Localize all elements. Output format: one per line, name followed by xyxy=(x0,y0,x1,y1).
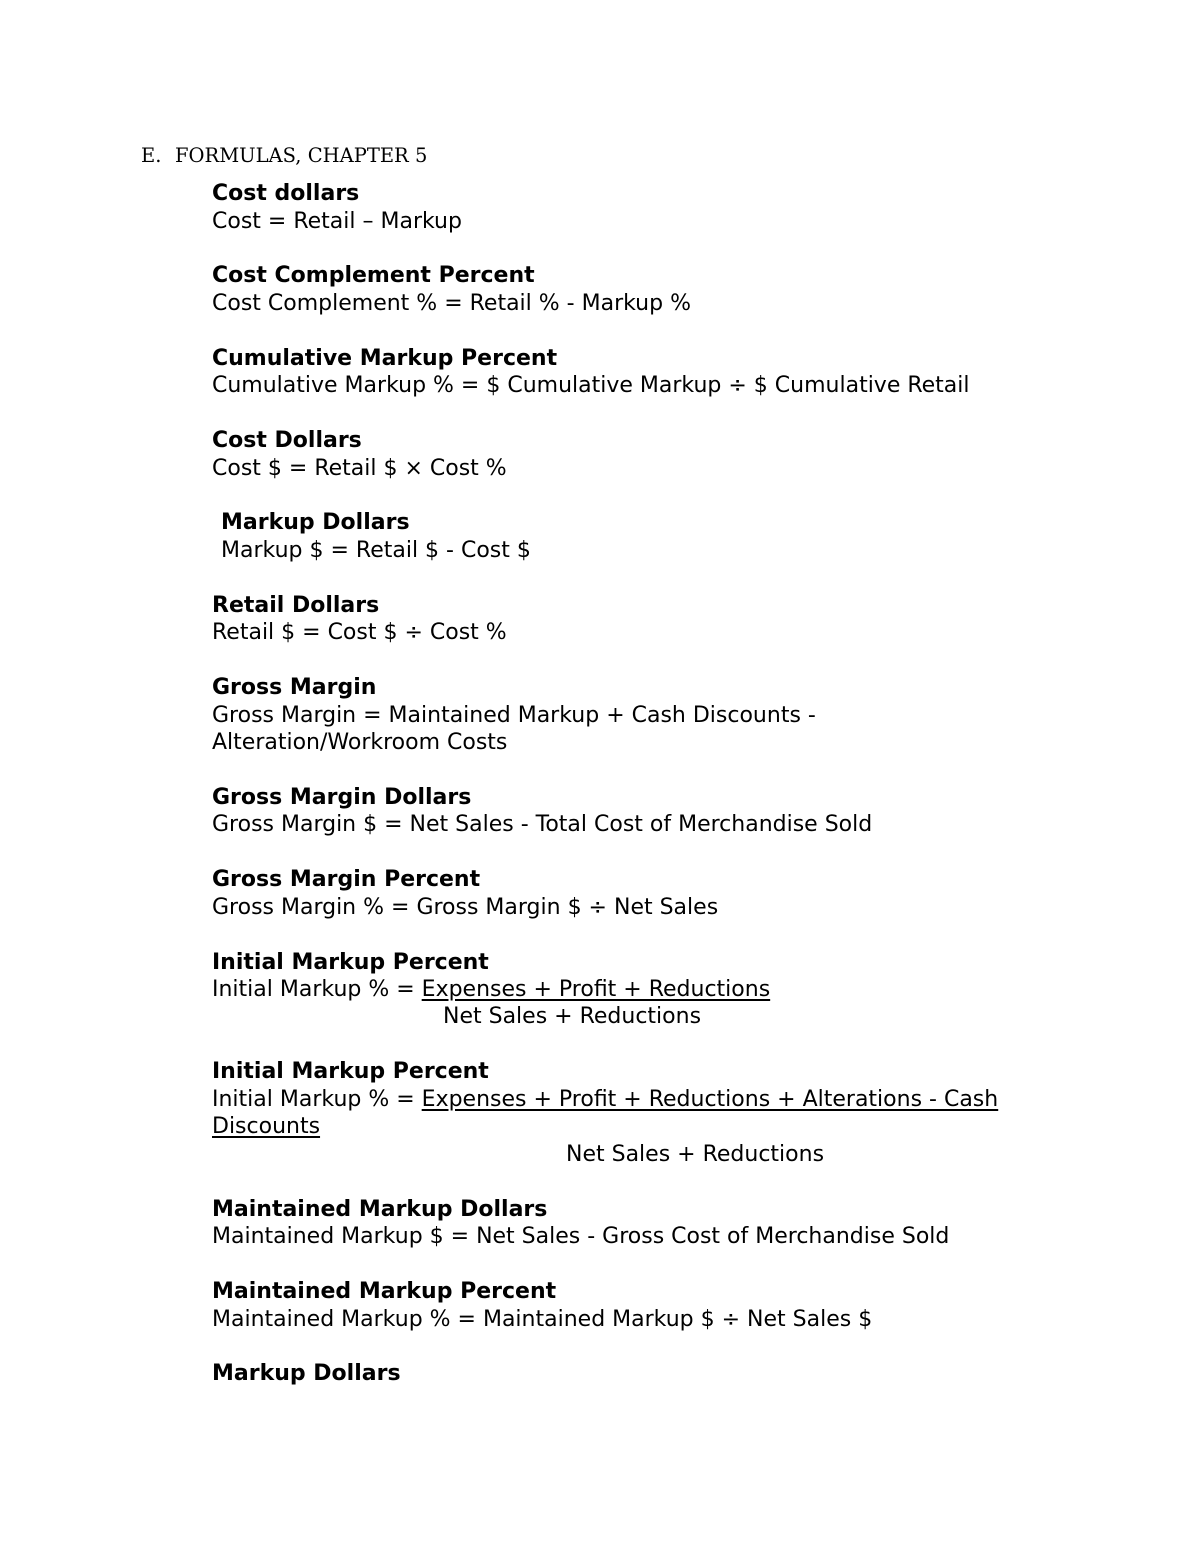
formula-title: Maintained Markup Percent xyxy=(212,1279,557,1304)
formula-text: Retail $ = Cost $ ÷ Cost % xyxy=(212,620,507,645)
formula-title: Cost Complement Percent xyxy=(212,263,535,288)
formula-text: Cost Complement % = Retail % - Markup % xyxy=(212,291,691,316)
formula-title: Cost Dollars xyxy=(212,428,362,453)
formula-title: Markup Dollars xyxy=(212,1361,401,1386)
page-heading xyxy=(141,143,427,169)
formula-numerator: Expenses + Profit + Reductions + Alterations - Cash xyxy=(421,1087,999,1112)
formula-text xyxy=(212,976,770,1004)
formula-text: Gross Margin = Maintained Markup + Cash Discounts - xyxy=(212,703,816,728)
formula-text: Markup $ = Retail $ - Cost $ xyxy=(221,538,531,563)
formula-title: Gross Margin Percent xyxy=(212,867,481,892)
section-heading-text: FORMULAS, CHAPTER 5 xyxy=(175,144,428,167)
formula-lhs: Initial Markup % = xyxy=(212,977,422,1002)
formula-title: Retail Dollars xyxy=(212,593,380,618)
formula-title: Cumulative Markup Percent xyxy=(212,346,558,371)
formula-text: Gross Margin % = Gross Margin $ ÷ Net Sales xyxy=(212,895,719,920)
formula-title: Gross Margin Dollars xyxy=(212,785,472,810)
formula-denominator: Net Sales + Reductions xyxy=(443,1004,702,1029)
formula-text: Maintained Markup $ = Net Sales - Gross Cost of Merchandise Sold xyxy=(212,1224,950,1249)
formula-numerator-continued: Discounts xyxy=(212,1114,321,1139)
formula-text: Cost = Retail – Markup xyxy=(212,209,462,234)
formula-text: Maintained Markup % = Maintained Markup $ ÷ Net Sales $ xyxy=(212,1307,873,1332)
formula-title: Gross Margin xyxy=(212,675,377,700)
formula-text: Cost $ = Retail $ × Cost % xyxy=(212,456,507,481)
formula-title: Cost dollars xyxy=(212,181,360,206)
formula-text xyxy=(212,1086,998,1114)
formula-numerator: Expenses + Profit + Reductions xyxy=(421,977,771,1002)
formula-title: Maintained Markup Dollars xyxy=(212,1197,548,1222)
formula-text: Cumulative Markup % = $ Cumulative Markup ÷ $ Cumulative Retail xyxy=(212,373,970,398)
formula-lhs: Initial Markup % = xyxy=(212,1087,422,1112)
formula-text-continued: Alteration/Workroom Costs xyxy=(212,730,508,755)
formula-denominator: Net Sales + Reductions xyxy=(566,1142,825,1167)
formula-text: Gross Margin $ = Net Sales - Total Cost of Merchandise Sold xyxy=(212,812,873,837)
formula-title: Markup Dollars xyxy=(221,510,410,535)
formula-title: Initial Markup Percent xyxy=(212,950,489,975)
formula-title: Initial Markup Percent xyxy=(212,1059,489,1084)
section-letter: E. xyxy=(141,144,162,167)
